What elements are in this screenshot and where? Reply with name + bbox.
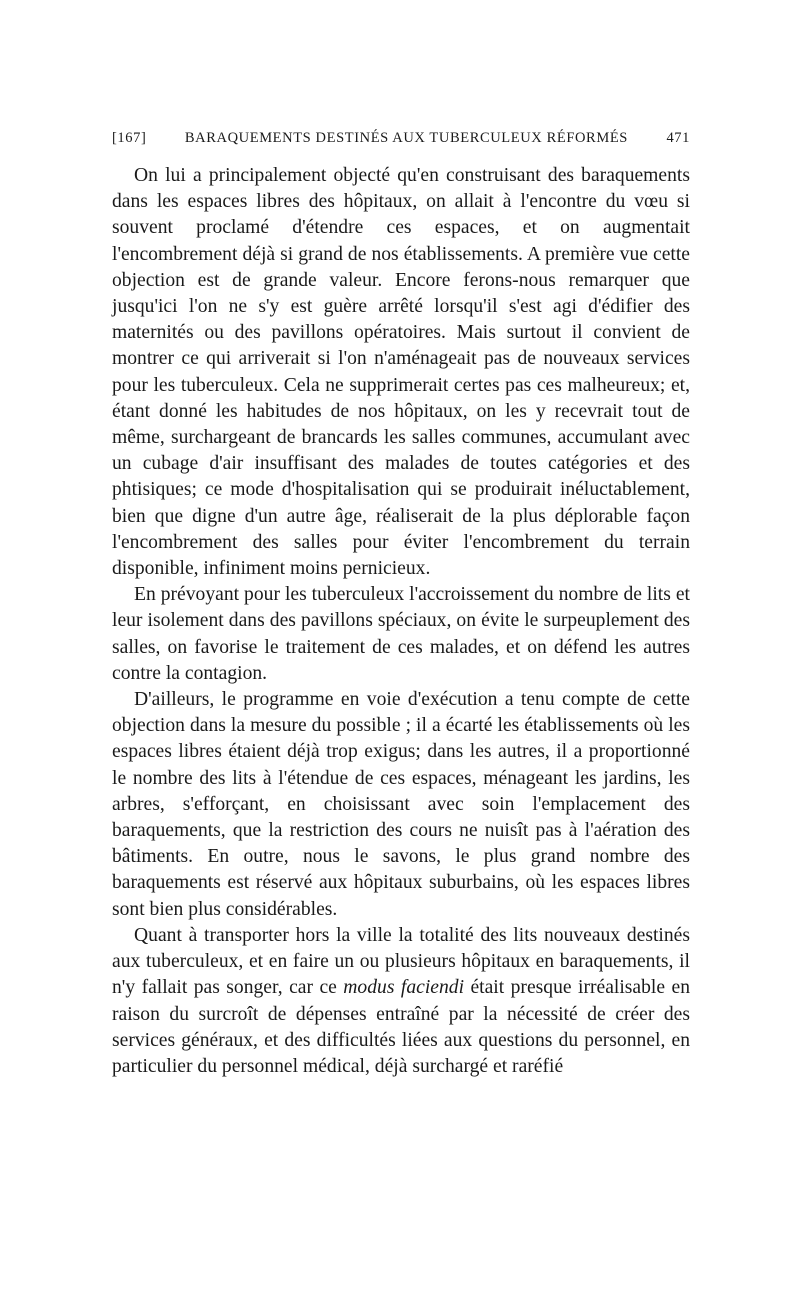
paragraph (112, 923, 690, 1080)
book-page (112, 130, 690, 1080)
body-text (112, 163, 690, 1080)
running-header (112, 130, 690, 147)
chapter-number: [167] (112, 130, 147, 146)
paragraph: En prévoyant pour les tuberculeux l'accroissement du nombre de lits et leur isolement dans des pavillons spéciaux, on évite le surpeuplement des salles, on favorise le traitement de ces malades, et on défend les autres contre la contagion. (112, 584, 690, 684)
paragraph-text: était presque irréalisable en raison du surcroît de dépenses entraîné par la nécessité de créer des services généraux, et des difficultés liées aux questions du personnel, en particulier du personnel médical, déjà surchargé et raréfié (112, 977, 690, 1077)
running-title: BARAQUEMENTS DESTINÉS AUX TUBERCULEUX RÉFORMÉS (184, 130, 628, 146)
paragraph: D'ailleurs, le programme en voie d'exécution a tenu compte de cette objection dans la mesure du possible ; il a écarté les établissements où les espaces libres étaient déjà trop exigus; dans les autres, il a proportionné le nombre des lits à l'étendue de ces espaces, ménageant les jardins, les arbres, s'efforçant, en choisissant avec soin l'emplacement des baraquements, que la restriction des cours ne nuisît pas à l'aération des bâtiments. En outre, nous le savons, le plus grand nombre des baraquements est réservé aux hôpitaux suburbains, où les espaces libres sont bien plus considérables. (112, 689, 690, 920)
latin-phrase: modus faciendi (343, 977, 465, 999)
page-number: 471 (666, 130, 690, 146)
paragraph-text: Quant à transporter hors la ville la totalité des lits nouveaux destinés aux tuberculeux, et en faire un ou plusieurs hôpitaux en baraquements, il n'y fallait pas songer, car ce (112, 924, 690, 999)
paragraph: On lui a principalement objecté qu'en construisant des baraquements dans les espaces libres des hôpitaux, on allait à l'encontre du vœu si souvent proclamé d'étendre ces espaces, et on augmentait l'encombrement déjà si grand de nos établissements. A première vue cette objection est de grande valeur. Encore ferons-nous remarquer que jusqu'ici l'on ne s'y est guère arrêté lorsqu'il s'est agi d'édifier des maternités ou des pavillons opératoires. Mais surtout il convient de montrer ce qui arriverait si l'on n'aménageait pas de nouveaux services pour les tuberculeux. Cela ne supprimerait certes pas ces malheureux; et, étant donné les habitudes de nos hôpitaux, on les y recevrait tout de même, surchargeant de brancards les salles communes, accumulant avec un cubage d'air insuffisant des malades de toutes catégories et des phtisiques; ce mode d'hospitalisation qui se produirait inéluctablement, bien que digne d'un autre âge, réaliserait de la plus déplorable façon l'encombrement des salles pour éviter l'encombrement du terrain disponible, infiniment moins pernicieux. (112, 165, 690, 580)
